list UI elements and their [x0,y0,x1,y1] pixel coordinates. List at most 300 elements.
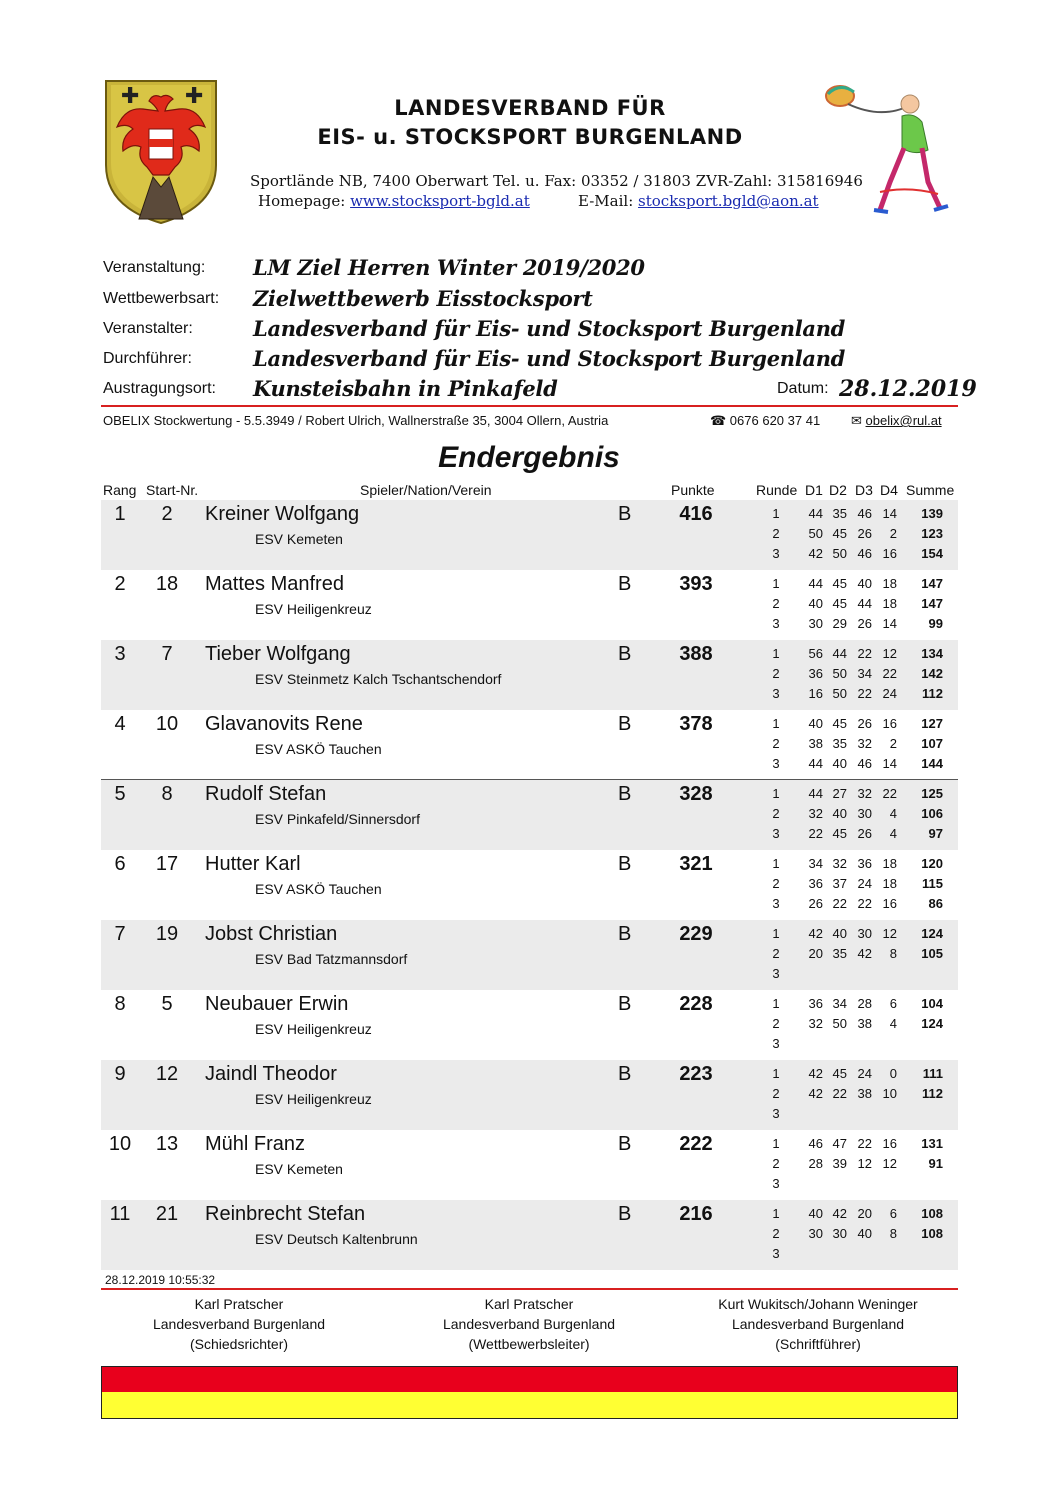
start-number-cell: 7 [161,643,173,665]
footer-divider [101,1288,958,1290]
round-sum: 147 [921,596,943,611]
flag-yellow-stripe [102,1392,957,1418]
round-number: 1 [772,1136,780,1151]
round-d2: 37 [832,876,847,891]
round-number: 2 [772,736,780,751]
col-header-start: Start-Nr. [146,482,199,498]
round-sum: 124 [921,926,943,941]
round-d2: 22 [832,1086,847,1101]
round-d4: 16 [882,546,897,561]
round-d2: 45 [832,716,847,731]
round-line [701,994,958,1014]
round-d2: 45 [832,576,847,591]
veranstalter-value: Landesverband für Eis- und Stocksport Burgenland [253,316,846,341]
round-sum: 139 [921,506,943,521]
points-cell: 378 [679,713,713,735]
round-number: 3 [772,686,780,701]
veranstaltung-value: LM Ziel Herren Winter 2019/2020 [253,255,645,280]
round-sum: 142 [921,666,943,681]
round-d1: 38 [808,736,823,751]
round-number: 3 [772,756,780,771]
round-d4: 2 [889,526,897,541]
round-d1: 36 [808,666,823,681]
austragungsort-label: Austragungsort: [103,380,216,397]
player-name: Jobst Christian [205,923,338,945]
round-d4: 12 [882,646,897,661]
software-credit: OBELIX Stockwertung - 5.5.3949 / Robert Ulrich, Wallnerstraße 35, 3004 Ollern, Austria [103,413,609,428]
round-d4: 4 [889,1016,897,1031]
round-d4: 14 [882,506,897,521]
round-line [701,544,958,564]
start-number-cell: 17 [155,853,179,875]
round-sum: 123 [921,526,943,541]
flag-red-stripe [102,1367,957,1392]
round-line [701,504,958,524]
table-row [101,640,958,710]
col-header-d1: D1 [805,482,823,498]
player-name: Glavanovits Rene [205,713,363,735]
col-header-spieler: Spieler/Nation/Verein [360,482,492,498]
round-sum: 127 [921,716,943,731]
round-d2: 35 [832,506,847,521]
round-number: 2 [772,1086,780,1101]
round-line [701,1064,958,1084]
club-name: ESV ASKÖ Tauchen [255,881,382,897]
round-number: 1 [772,1066,780,1081]
signature-org: Landesverband Burgenland [152,1316,326,1332]
round-line [701,754,958,774]
table-row [101,1060,958,1130]
round-number: 2 [772,946,780,961]
club-name: ESV ASKÖ Tauchen [255,741,382,757]
round-d1: 46 [808,1136,823,1151]
round-d1: 42 [808,546,823,561]
round-number: 3 [772,1106,780,1121]
club-name: ESV Pinkafeld/Sinnersdorf [255,811,420,827]
round-number: 3 [772,546,780,561]
round-d4: 12 [882,1156,897,1171]
round-number: 3 [772,896,780,911]
category-cell: B [618,993,632,1015]
round-number: 2 [772,596,780,611]
round-d3: 24 [857,876,872,891]
round-d2: 32 [832,856,847,871]
round-sum: 112 [922,1086,943,1101]
round-sum: 131 [921,1136,943,1151]
round-d1: 26 [808,896,823,911]
round-d3: 12 [857,1156,872,1171]
round-sum: 104 [921,996,943,1011]
round-d4: 16 [882,1136,897,1151]
round-number: 2 [772,1016,780,1031]
table-row [101,850,958,920]
round-d4: 10 [882,1086,897,1101]
veranstalter-label: Veranstalter: [103,320,193,337]
homepage-label: Homepage: [258,192,346,210]
round-d2: 45 [832,596,847,611]
col-header-d4: D4 [880,482,898,498]
round-d1: 40 [808,1206,823,1221]
round-sum: 111 [922,1066,943,1081]
round-d1: 30 [808,1226,823,1241]
stock-player-icon [818,82,954,220]
round-d3: 22 [857,896,872,911]
round-d1: 42 [808,1066,823,1081]
points-cell: 222 [679,1133,713,1155]
rang-cell: 9 [114,1063,126,1085]
table-row [101,710,958,780]
round-number: 2 [772,526,780,541]
round-number: 1 [772,1206,780,1221]
round-number: 1 [772,506,780,521]
round-d2: 50 [832,686,847,701]
round-line [701,964,958,984]
round-sum: 108 [921,1226,943,1241]
points-cell: 229 [679,923,713,945]
email-link[interactable]: stocksport.bgld@aon.at [638,192,819,210]
round-number: 3 [772,1036,780,1051]
phone-number: ☎ 0676 620 37 41 [710,413,821,428]
round-d2: 50 [832,666,847,681]
round-number: 3 [772,616,780,631]
round-d3: 28 [857,996,872,1011]
player-name: Neubauer Erwin [205,993,349,1015]
rang-cell: 7 [114,923,126,945]
signature-block-1 [89,1294,389,1354]
round-d3: 42 [857,946,872,961]
round-number: 1 [772,996,780,1011]
round-d2: 39 [832,1156,847,1171]
round-d3: 40 [857,576,872,591]
round-sum: 105 [921,946,943,961]
round-line [701,1134,958,1154]
signature-org: Landesverband Burgenland [731,1316,905,1332]
round-sum: 86 [928,896,943,911]
signature-name: Karl Pratscher [194,1296,284,1312]
club-name: ESV Kemeten [255,1161,343,1177]
round-line [701,924,958,944]
start-number-cell: 2 [161,503,173,525]
round-number: 1 [772,786,780,801]
round-line [701,874,958,894]
round-d3: 22 [857,1136,872,1151]
round-d3: 40 [857,1226,872,1241]
rang-cell: 5 [114,783,126,805]
round-d3: 24 [857,1066,872,1081]
round-number: 2 [772,876,780,891]
round-d4: 18 [882,876,897,891]
club-name: ESV Heiligenkreuz [255,1091,372,1107]
round-sum: 124 [921,1016,943,1031]
rang-cell: 4 [114,713,126,735]
burgenland-flag [101,1366,958,1419]
round-line [701,524,958,544]
round-number: 1 [772,576,780,591]
points-cell: 328 [679,783,713,805]
round-line [701,664,958,684]
player-name: Jaindl Theodor [205,1063,337,1085]
player-name: Kreiner Wolfgang [205,503,360,525]
coat-of-arms-icon [103,79,219,225]
round-d3: 26 [857,526,872,541]
round-sum: 134 [921,646,943,661]
category-cell: B [618,503,632,525]
round-d2: 45 [832,526,847,541]
signature-name: Karl Pratscher [484,1296,574,1312]
points-cell: 416 [679,503,713,525]
round-d2: 35 [832,736,847,751]
round-number: 3 [772,826,780,841]
round-line [701,1084,958,1104]
round-sum: 120 [921,856,943,871]
round-d3: 44 [857,596,872,611]
round-sum: 115 [922,876,943,891]
round-d2: 34 [832,996,847,1011]
col-header-punkte: Punkte [671,482,715,498]
round-d4: 16 [882,896,897,911]
round-d3: 46 [857,506,872,521]
round-number: 2 [772,806,780,821]
wettbewerbsart-label: Wettbewerbsart: [103,290,220,307]
round-line [701,684,958,704]
round-line [701,1244,958,1264]
round-d4: 8 [889,946,897,961]
start-number-cell: 18 [155,573,179,595]
round-d3: 30 [857,926,872,941]
start-number-cell: 8 [161,783,173,805]
club-name: ESV Bad Tatzmannsdorf [255,951,408,967]
round-d3: 26 [857,616,872,631]
round-d4: 4 [889,806,897,821]
round-d3: 22 [857,686,872,701]
round-d4: 6 [889,996,897,1011]
row-divider [101,779,958,780]
club-name: ESV Steinmetz Kalch Tschantschendorf [255,671,502,687]
round-d1: 16 [808,686,823,701]
round-number: 3 [772,1246,780,1261]
print-timestamp: 28.12.2019 10:55:32 [105,1273,216,1287]
page-title: Endergebnis [438,441,620,474]
category-cell: B [618,1063,632,1085]
signature-role: (Wettbewerbsleiter) [468,1336,590,1352]
round-d3: 46 [857,546,872,561]
round-d1: 42 [808,1086,823,1101]
round-number: 1 [772,646,780,661]
round-line [701,1204,958,1224]
col-header-rang: Rang [103,482,137,498]
round-number: 2 [772,666,780,681]
signature-block-2 [379,1294,679,1354]
round-d1: 30 [808,616,823,631]
round-d2: 29 [832,616,847,631]
round-d1: 56 [808,646,823,661]
round-d2: 45 [832,826,847,841]
round-line [701,574,958,594]
round-d2: 40 [832,806,847,821]
obelix-email [851,413,942,429]
round-sum: 91 [928,1156,943,1171]
rang-cell: 11 [109,1203,131,1225]
start-number-cell: 13 [155,1133,179,1155]
round-line [701,614,958,634]
round-d1: 22 [808,826,823,841]
club-name: ESV Heiligenkreuz [255,601,372,617]
player-name: Mattes Manfred [205,573,344,595]
round-d3: 32 [857,786,872,801]
round-number: 1 [772,856,780,871]
category-cell: B [618,783,632,805]
points-cell: 216 [679,1203,713,1225]
player-name: Tieber Wolfgang [205,643,351,665]
rang-cell: 3 [114,643,126,665]
round-line [701,824,958,844]
round-d4: 22 [882,666,897,681]
player-name: Mühl Franz [205,1133,306,1155]
round-d1: 36 [808,996,823,1011]
table-row [101,920,958,990]
svg-text:✚: ✚ [185,84,204,109]
round-d1: 50 [808,526,823,541]
round-sum: 125 [921,786,943,801]
round-d1: 40 [808,716,823,731]
rang-cell: 10 [108,1133,132,1155]
round-d4: 2 [889,736,897,751]
round-d3: 38 [857,1016,872,1031]
round-d2: 42 [832,1206,847,1221]
table-row [101,1200,958,1270]
round-d4: 24 [882,686,897,701]
email-label: E-Mail: [578,192,634,210]
category-cell: B [618,713,632,735]
round-d4: 18 [882,576,897,591]
round-d4: 18 [882,596,897,611]
club-name: ESV Heiligenkreuz [255,1021,372,1037]
start-number-cell: 19 [155,923,179,945]
points-cell: 223 [679,1063,713,1085]
durchfuehrer-label: Durchführer: [103,350,192,367]
rang-cell: 1 [114,503,126,525]
round-sum: 112 [922,686,943,701]
round-d1: 44 [808,786,823,801]
category-cell: B [618,923,632,945]
round-d3: 26 [857,716,872,731]
round-line [701,714,958,734]
round-d2: 45 [832,1066,847,1081]
round-line [701,944,958,964]
datum-label: Datum: [777,380,829,397]
round-d1: 28 [808,1156,823,1171]
player-name: Reinbrecht Stefan [205,1203,366,1225]
homepage-link[interactable]: www.stocksport-bgld.at [350,192,530,210]
homepage-line [258,192,530,210]
email-line [578,192,819,210]
contact-line: Sportlände NB, 7400 Oberwart Tel. u. Fax: 03352 / 31803 ZVR-Zahl: 315816946 [250,172,863,190]
round-d2: 47 [832,1136,847,1151]
round-d1: 44 [808,756,823,771]
round-d3: 26 [857,826,872,841]
round-number: 2 [772,1156,780,1171]
round-line [701,644,958,664]
rang-cell: 8 [114,993,126,1015]
org-title-line1: LANDESVERBAND FÜR [394,96,666,120]
round-d2: 27 [832,786,847,801]
round-d4: 0 [889,1066,897,1081]
round-sum: 107 [921,736,943,751]
round-d1: 44 [808,506,823,521]
envelope-icon: ✉ [851,413,862,428]
start-number-cell: 21 [155,1203,179,1225]
round-sum: 97 [928,826,943,841]
org-title-line2: EIS- u. STOCKSPORT BURGENLAND [317,125,743,149]
round-d1: 40 [808,596,823,611]
round-number: 3 [772,1176,780,1191]
round-d3: 20 [857,1206,872,1221]
round-d2: 44 [832,646,847,661]
round-d1: 32 [808,806,823,821]
round-line [701,1034,958,1054]
round-d1: 36 [808,876,823,891]
round-number: 2 [772,1226,780,1241]
start-number-cell: 10 [155,713,179,735]
points-cell: 393 [679,573,713,595]
category-cell: B [618,1133,632,1155]
rang-cell: 6 [114,853,126,875]
round-number: 1 [772,926,780,941]
divider [101,405,958,407]
rang-cell: 2 [114,573,126,595]
table-row [101,1130,958,1200]
category-cell: B [618,573,632,595]
round-d4: 12 [882,926,897,941]
veranstaltung-label: Veranstaltung: [103,259,206,276]
round-d3: 34 [857,666,872,681]
points-cell: 388 [679,643,713,665]
round-d2: 30 [832,1226,847,1241]
signature-role: (Schriftführer) [775,1336,861,1352]
col-header-summe: Summe [906,482,955,498]
round-d4: 4 [889,826,897,841]
round-d4: 14 [882,616,897,631]
signature-role: (Schiedsrichter) [189,1336,289,1352]
round-d3: 30 [857,806,872,821]
round-d3: 32 [857,736,872,751]
round-d1: 20 [808,946,823,961]
table-row [101,780,958,850]
round-line [701,1014,958,1034]
obelix-email-link[interactable]: obelix@rul.at [865,413,942,428]
round-line [701,734,958,754]
round-line [701,1104,958,1124]
points-cell: 321 [679,853,713,875]
round-d1: 42 [808,926,823,941]
round-d1: 32 [808,1016,823,1031]
category-cell: B [618,853,632,875]
round-d1: 34 [808,856,823,871]
round-line [701,804,958,824]
round-line [701,894,958,914]
round-d4: 16 [882,716,897,731]
round-number: 1 [772,716,780,731]
wettbewerbsart-value: Zielwettbewerb Eisstocksport [253,286,593,311]
signature-org: Landesverband Burgenland [442,1316,616,1332]
col-header-d3: D3 [855,482,873,498]
round-d4: 22 [882,786,897,801]
round-line [701,594,958,614]
austragungsort-value: Kunsteisbahn in Pinkafeld [253,376,558,401]
round-sum: 144 [921,756,943,771]
start-number-cell: 12 [155,1063,179,1085]
round-line [701,784,958,804]
